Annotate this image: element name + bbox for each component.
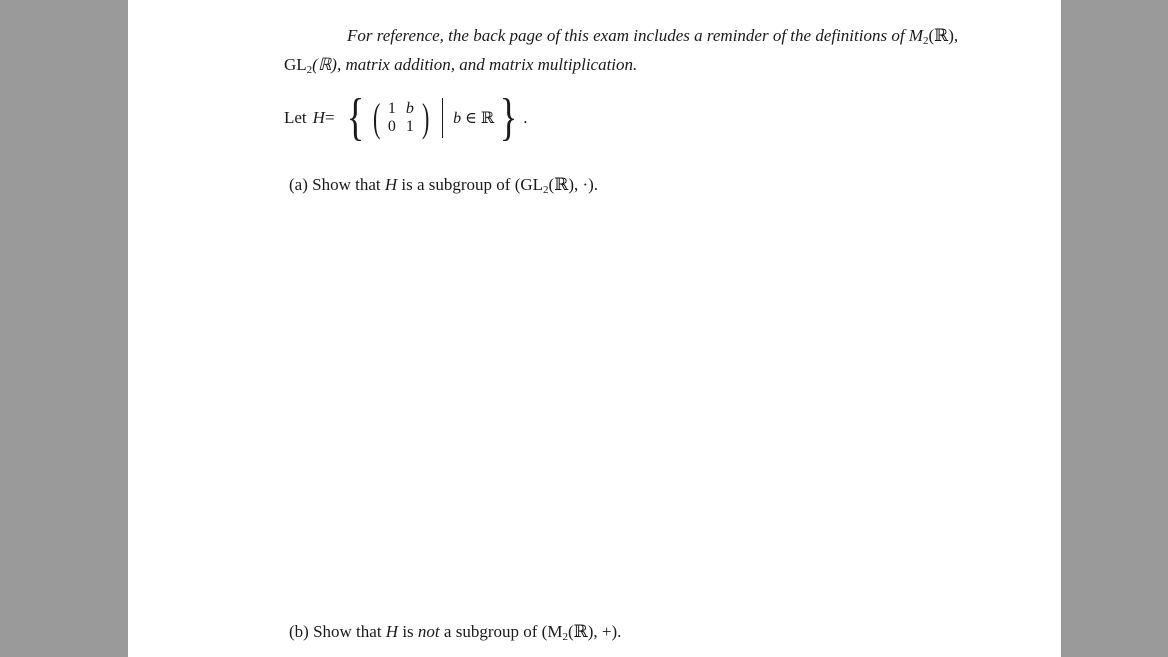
exam-page — [128, 0, 1061, 657]
matrix — [383, 100, 419, 136]
reference-line-1: For reference, the back page of this exam includes a reminder of the definitions of M — [347, 26, 923, 45]
question-b — [289, 622, 621, 643]
matrix-entry: 1 — [405, 118, 414, 135]
gl-text: GL — [284, 55, 307, 74]
reference-line-2: (ℝ), matrix addition, and matrix multiplication. — [312, 55, 638, 74]
subscript: 2 — [306, 64, 313, 76]
right-paren: ) — [421, 95, 430, 140]
left-paren: ( — [372, 95, 380, 140]
subscript: 2 — [562, 631, 568, 643]
question-a — [289, 175, 598, 196]
subscript: 2 — [922, 35, 929, 47]
reference-note — [284, 24, 984, 82]
left-brace: { — [346, 89, 364, 146]
set-condition — [453, 108, 494, 128]
condition-text: ∈ ℝ — [461, 110, 495, 127]
set-variable: H — [312, 108, 325, 127]
question-a-prefix: (a) Show that — [289, 175, 385, 194]
matrix-entry: 1 — [387, 100, 396, 117]
question-b-m: M — [547, 622, 563, 641]
question-b-prefix: (b) Show that — [289, 622, 386, 641]
question-b-not: not — [417, 622, 440, 641]
such-that-bar — [442, 98, 443, 138]
matrix-entry: b — [405, 100, 414, 117]
matrix-entry: 0 — [387, 118, 396, 135]
question-a-var: H — [384, 175, 398, 194]
question-a-mid: is a subgroup of (GL — [397, 175, 544, 194]
question-b-var: H — [385, 622, 399, 641]
right-brace: } — [500, 89, 518, 146]
question-b-mid: a subgroup of ( — [439, 622, 548, 641]
subscript: 2 — [543, 184, 549, 196]
question-b-end: (ℝ), +). — [567, 622, 622, 641]
reals-text: (ℝ), — [928, 26, 959, 45]
condition-variable: b — [453, 110, 462, 127]
subgroup-definition — [284, 89, 528, 146]
question-b-mid: is — [398, 622, 418, 641]
let-label: Let — [284, 108, 307, 127]
question-a-end: (ℝ), ·). — [548, 175, 599, 194]
period: . — [523, 108, 528, 127]
equals-sign: = — [324, 108, 335, 127]
